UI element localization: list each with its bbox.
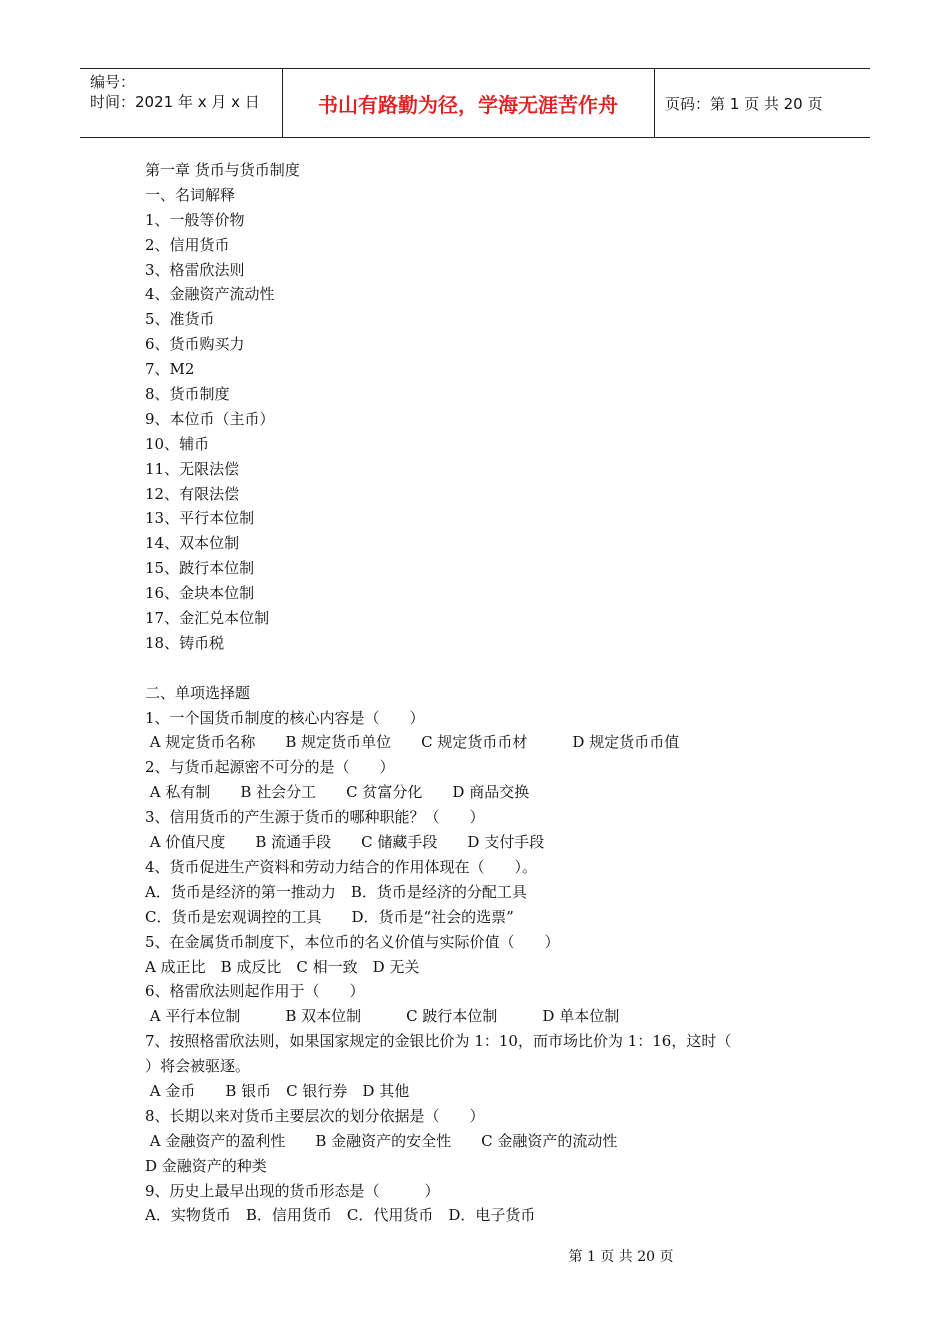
code-label: 编号： [90, 73, 136, 91]
question-line: ）将会被驱逐。 [145, 1057, 251, 1076]
question-line: 1、一个国货币制度的核心内容是（ ） [145, 708, 425, 727]
question-list [145, 706, 825, 1229]
question-line: A．货币是经济的第一推动力 B．货币是经济的分配工具 [145, 882, 527, 901]
question-line: A 规定货币名称 B 规定货币单位 C 规定货币币材 D 规定货币币值 [145, 733, 680, 752]
question-line: A 平行本位制 B 双本位制 C 跛行本位制 D 单本位制 [145, 1007, 620, 1026]
question-line: A 价值尺度 B 流通手段 C 储藏手段 D 支付手段 [145, 833, 545, 852]
term-item: 6、货币购买力 [145, 335, 245, 354]
question-line: A．实物货币 B．信用货币 C．代用货币 D．电子货币 [145, 1206, 536, 1225]
term-item: 18、铸币税 [145, 633, 225, 652]
question-line: 8、长期以来对货币主要层次的划分依据是（ ） [145, 1106, 485, 1125]
time-label: 时间：2021 年 x 月 x 日 [90, 93, 260, 111]
question-line: 6、格雷欣法则起作用于（ ） [145, 982, 365, 1001]
header-meta [80, 69, 283, 137]
term-item: 2、信用货币 [145, 235, 230, 254]
spacer [145, 656, 825, 681]
question-line: 3、信用货币的产生源于货币的哪种职能？（ ） [145, 808, 485, 827]
question-line: 4、货币促进生产资料和劳动力结合的作用体现在（ ）。 [145, 857, 538, 876]
document-body [145, 158, 825, 1228]
question-line: A 金融资产的盈利性 B 金融资产的安全性 C 金融资产的流动性 [145, 1131, 618, 1150]
term-item: 16、金块本位制 [145, 584, 255, 603]
question-line: A 成正比 B 成反比 C 相一致 D 无关 [145, 957, 420, 976]
page-footer [0, 1246, 950, 1266]
term-item: 10、辅币 [145, 434, 210, 453]
question-line: C．货币是宏观调控的工具 D．货币是“社会的选票” [145, 907, 514, 926]
question-line: 7、按照格雷欣法则，如果国家规定的金银比价为 1：10，而市场比价为 1：16，这时（ [145, 1032, 732, 1051]
question-line: 2、与货币起源密不可分的是（ ） [145, 758, 395, 777]
term-item: 5、准货币 [145, 310, 215, 329]
term-item: 8、货币制度 [145, 385, 230, 404]
term-item: 12、有限法偿 [145, 484, 240, 503]
page-info: 页码：第 1 页 共 20 页 [665, 94, 823, 113]
term-item: 11、无限法偿 [145, 459, 240, 478]
term-item: 14、双本位制 [145, 534, 240, 553]
term-item: 4、金融资产流动性 [145, 285, 275, 304]
question-line: D 金融资产的种类 [145, 1156, 267, 1175]
term-item: 9、本位币（主币） [145, 409, 275, 428]
term-list [145, 208, 825, 656]
term-item: 15、跛行本位制 [145, 559, 255, 578]
term-item: 7、M2 [145, 360, 195, 379]
question-line: A 私有制 B 社会分工 C 贫富分化 D 商品交换 [145, 783, 530, 802]
term-item: 13、平行本位制 [145, 509, 255, 528]
question-line: 5、在金属货币制度下，本位币的名义价值与实际价值（ ） [145, 932, 560, 951]
term-item: 3、格雷欣法则 [145, 260, 245, 279]
footer-page-number: 第 1 页 共 20 页 [568, 1249, 674, 1265]
section-title: 一、名词解释 [145, 185, 236, 204]
term-item: 17、金汇兑本位制 [145, 609, 270, 628]
section-title: 二、单项选择题 [145, 683, 251, 702]
question-line: 9、历史上最早出现的货币形态是（ ） [145, 1181, 440, 1200]
chapter-title: 第一章 货币与货币制度 [145, 161, 300, 179]
question-line: A 金币 B 银币 C 银行券 D 其他 [145, 1081, 410, 1100]
motto: 书山有路勤为径，学海无涯苦作舟 [282, 69, 655, 137]
term-item: 1、一般等价物 [145, 210, 245, 229]
document-header [80, 68, 870, 138]
